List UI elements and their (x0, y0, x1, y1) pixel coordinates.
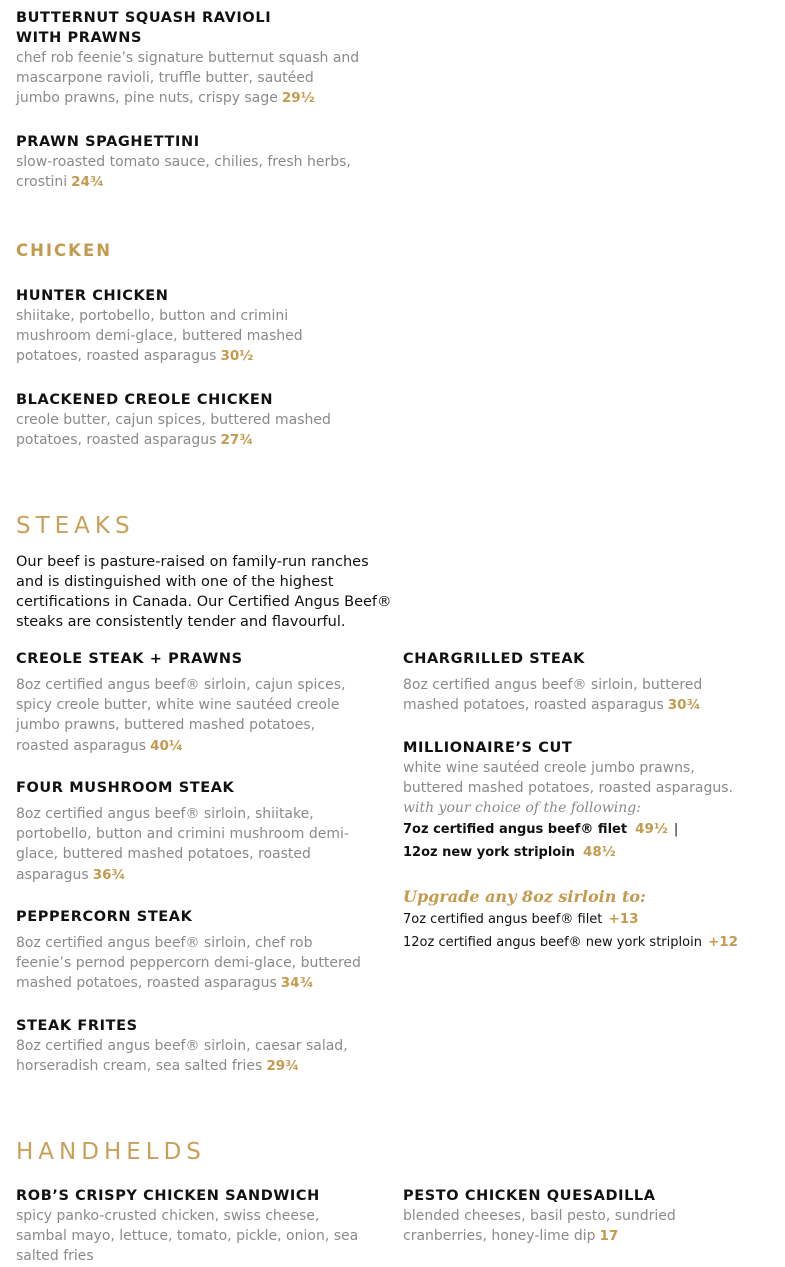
menu-item-butternut-ravioli (16, 8, 361, 109)
item-description: 8oz certified angus beef® sirloin, chef rob feenie’s pernod peppercorn demi-glace, buttered mashed potatoes, roasted asparagus 34¾ (16, 935, 361, 992)
item-price: 29½ (281, 90, 315, 107)
item-price: 24¾ (71, 174, 104, 191)
section-title-handhelds: HANDHELDS (16, 1139, 206, 1165)
section-title-steaks: STEAKS (16, 513, 135, 539)
section-title-chicken: CHICKEN (16, 241, 113, 260)
item-price: 29¾ (266, 1058, 300, 1075)
item-price: 27¾ (220, 432, 254, 449)
menu-item-millionaires-cut (403, 738, 748, 864)
choice-intro: with your choice of the following: (403, 800, 641, 817)
choice-striploin: 12oz new york striploin 48½ (403, 844, 616, 861)
item-description: 8oz certified angus beef® sirloin, buttered mashed potatoes, roasted asparagus 30¾ (403, 677, 703, 714)
menu-item-chargrilled-steak (403, 649, 748, 715)
upgrade-price: +13 (608, 911, 639, 927)
menu-item-crispy-chicken-sandwich (16, 1186, 361, 1267)
upgrade-price: +12 (707, 934, 739, 950)
choice-separator: | (673, 822, 679, 838)
item-name: PEPPERCORN STEAK (16, 909, 193, 925)
item-name: BLACKENED CREOLE CHICKEN (16, 392, 274, 408)
item-description: shiitake, portobello, button and crimini mushroom demi-glace, buttered mashed potatoes, roasted asparagus 30½ (16, 308, 303, 365)
item-name: PRAWN SPAGHETTINI (16, 134, 200, 150)
item-description: 8oz certified angus beef® sirloin, cajun spices, spicy creole butter, white wine sautéed creole jumbo prawns, buttered mashed potatoes, roasted asparagus 40¼ (16, 677, 346, 754)
choice-price: 48½ (582, 844, 616, 861)
menu-item-pesto-chicken-quesadilla (403, 1186, 748, 1246)
item-price: 30½ (220, 348, 254, 365)
item-description: chef rob feenie’s signature butternut squash and mascarpone ravioli, truffle butter, sautéed jumbo prawns, pine nuts, crispy sage 29½ (16, 50, 360, 107)
choice-filet: 7oz certified angus beef® filet 49½ | (403, 821, 679, 838)
item-description: 8oz certified angus beef® sirloin, caesar salad, horseradish cream, sea salted fries 29¾ (16, 1038, 348, 1075)
item-price: 34¾ (280, 975, 314, 992)
menu-item-prawn-spaghettini (16, 132, 361, 192)
item-description: spicy panko-crusted chicken, swiss cheese, sambal mayo, lettuce, tomato, pickle, onion, sea salted fries (16, 1208, 359, 1265)
choice-price: 49½ (635, 821, 668, 838)
upgrade-block (403, 886, 748, 954)
item-name: BUTTERNUT SQUASH RAVIOLI WITH PRAWNS (16, 10, 272, 46)
item-description: slow-roasted tomato sauce, chilies, fresh herbs, crostini 24¾ (16, 154, 351, 191)
item-name: MILLIONAIRE’S CUT (403, 740, 573, 756)
upgrade-option: 7oz certified angus beef® filet +13 (403, 911, 639, 927)
item-name: CREOLE STEAK + PRAWNS (16, 651, 243, 667)
upgrade-option: 12oz certified angus beef® new york striploin +12 (403, 934, 739, 950)
item-description: 8oz certified angus beef® sirloin, shiitake, portobello, button and crimini mushroom demi-glace, buttered mashed potatoes, roasted asparagus 36¾ (16, 806, 349, 883)
item-name: HUNTER CHICKEN (16, 288, 169, 304)
item-description: white wine sautéed creole jumbo prawns, buttered mashed potatoes, roasted asparagus. (403, 760, 733, 797)
menu-item-blackened-creole-chicken (16, 390, 361, 450)
item-name: STEAK FRITES (16, 1018, 138, 1034)
menu-item-hunter-chicken (16, 286, 361, 367)
item-name: FOUR MUSHROOM STEAK (16, 780, 235, 796)
menu-item-four-mushroom-steak (16, 778, 361, 885)
item-price: 36¾ (92, 866, 126, 883)
item-price: 40¼ (150, 737, 183, 754)
upgrade-title: Upgrade any 8oz sirloin to: (403, 887, 646, 906)
item-description: creole butter, cajun spices, buttered mashed potatoes, roasted asparagus 27¾ (16, 412, 331, 449)
item-name: CHARGRILLED STEAK (403, 651, 585, 667)
menu-item-creole-steak-prawns (16, 649, 361, 756)
item-description: blended cheeses, basil pesto, sundried cranberries, honey-lime dip 17 (403, 1208, 676, 1245)
menu-item-steak-frites (16, 1016, 361, 1076)
item-name: ROB’S CRISPY CHICKEN SANDWICH (16, 1188, 320, 1204)
item-price: 17 (599, 1228, 619, 1245)
item-price: 30¾ (667, 697, 701, 714)
menu-item-peppercorn-steak (16, 907, 361, 994)
item-name: PESTO CHICKEN QUESADILLA (403, 1188, 656, 1204)
steaks-intro: Our beef is pasture-raised on family-run ranches and is distinguished with one of the highest certifications in Canada. Our Certified Angus Beef® steaks are consistently tender and flavourful. (16, 554, 392, 630)
